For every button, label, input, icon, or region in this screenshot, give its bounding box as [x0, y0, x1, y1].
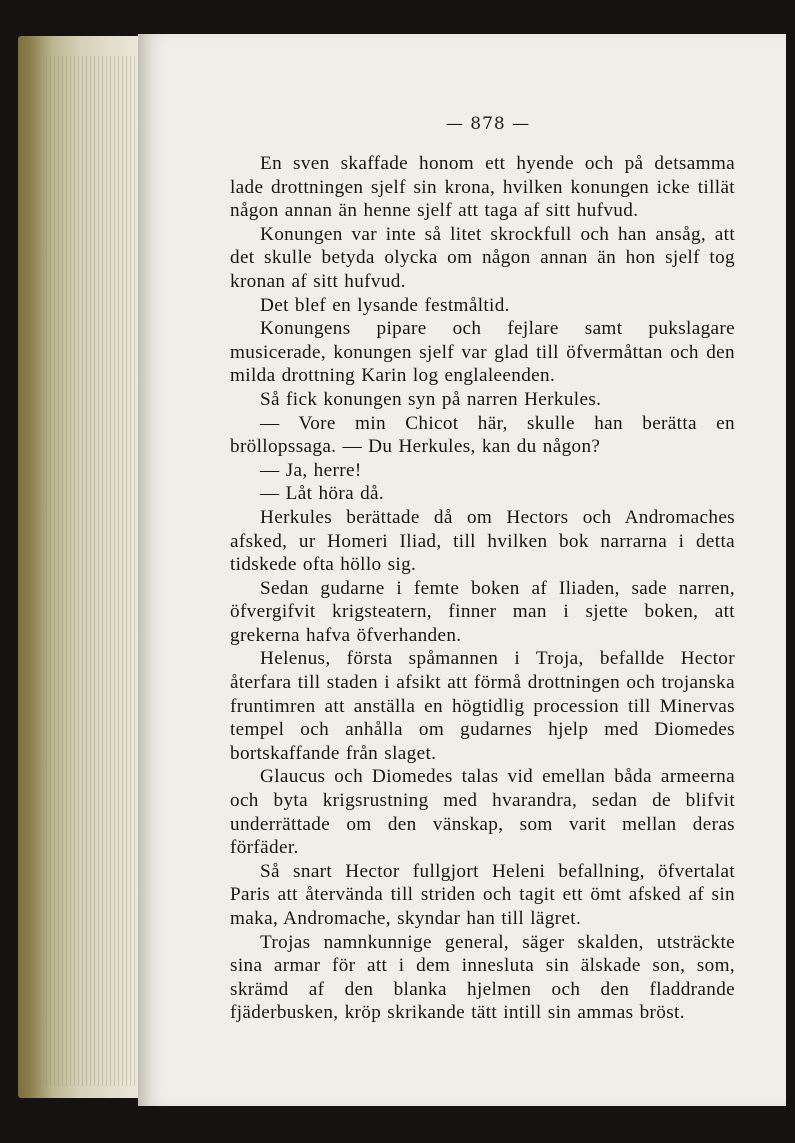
paragraph: — Ja, herre!: [260, 459, 362, 481]
paragraph: Trojas namnkunnige general, säger skalden, utsträckte sina armar för att i dem innesluta sin älskade son, som, skrämd af den blanka hjelmen och den fladdrande fjäderbusken, kröp skrikande tätt intill sin ammas bröst.: [230, 931, 735, 1024]
page-number: — 878 —: [445, 114, 531, 134]
book-page: [138, 34, 786, 1106]
paragraph: — Vore min Chicot här, skulle han berätta en bröllopssaga. — Du Herkules, kan du någon?: [230, 412, 735, 458]
paragraph: Så fick konungen syn på narren Herkules.: [260, 388, 602, 410]
paragraph: — Låt höra då.: [260, 483, 385, 505]
paragraph: Helenus, första spåmannen i Troja, befallde Hector återfara till staden i afsikt att förmå drottningen och trojanska fruntimren att anställa en högtidlig procession till Minervas tempel och anhålla om gudarnes hjelp med Diomedes bortskaffande från slaget.: [230, 648, 735, 764]
paragraph: Sedan gudarne i femte boken af Iliaden, sade narren, öfvergifvit krigsteatern, finner man i sjette boken, att grekerna hafva öfverhanden.: [230, 577, 735, 646]
paragraph: Konungen var inte så litet skrockfull och han ansåg, att det skulle betyda olycka om någon annan än hon sjelf tog kronan af sitt hufvud.: [230, 223, 735, 292]
paragraph: Herkules berättade då om Hectors och Andromaches afsked, ur Homeri Iliad, till hvilken bok narrarna i detta tidskede ofta höllo sig.: [230, 506, 735, 576]
paragraph: Konungens pipare och fejlare samt pukslagare musicerade, konungen sjelf var glad till öfvermåttan och den milda drottning Karin log englaleenden.: [230, 318, 735, 387]
paragraph: Det blef en lysande festmåltid.: [260, 294, 510, 316]
paragraph: Så snart Hector fullgjort Heleni befallning, öfvertalat Paris att återvända till striden och tagit ett ömt afsked af sin maka, Andromache, skyndar han till lägret.: [230, 860, 735, 929]
page-stack-texture: [46, 56, 136, 1086]
paragraph: En sven skaffade honom ett hyende och på detsamma lade drottningen sjelf sin krona, hvilken konungen icke tillät någon annan än henne sjelf att taga af sitt hufvud.: [230, 153, 735, 222]
paragraph: Glaucus och Diomedes talas vid emellan båda armeerna och byta krigsrustning med hvarandra, sedan de blifvit underrättade om den vänskap, som varit mellan deras förfäder.: [230, 766, 735, 859]
body-text: [230, 152, 735, 1025]
